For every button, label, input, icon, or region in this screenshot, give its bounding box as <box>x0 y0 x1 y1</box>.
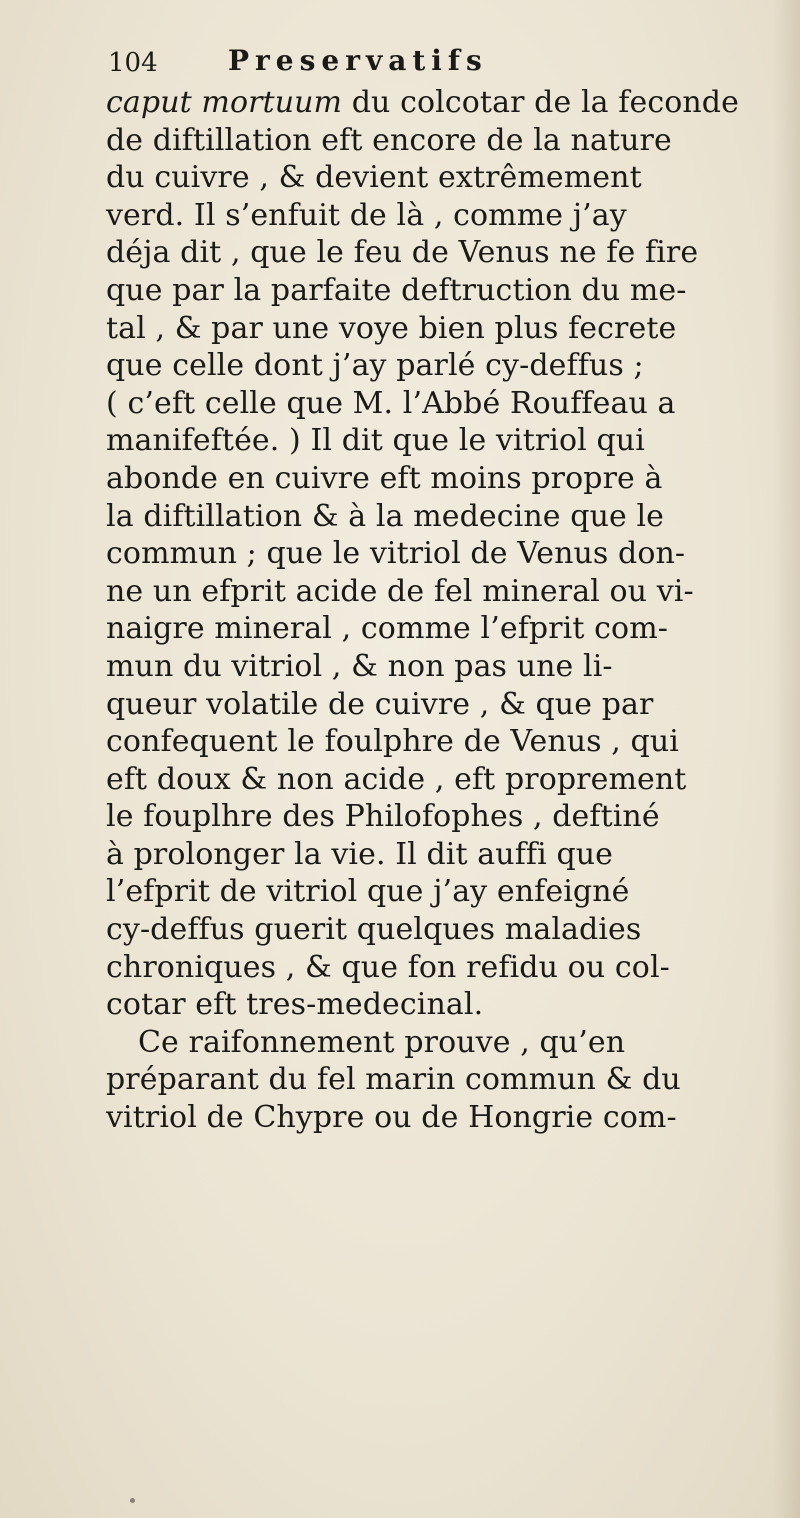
text-line: du cuivre , & devient extrêmement <box>106 160 642 196</box>
text-line-1-rest: du colcotar de la feconde <box>342 85 739 120</box>
text-line: eft doux & non acide , eft proprement <box>106 761 687 797</box>
page-header <box>108 44 768 78</box>
page-number: 104 <box>108 48 158 78</box>
paragraph-2-line: vitriol de Chypre ou de Hongrie com- <box>106 1100 677 1136</box>
text-line: tal , & par une voye bien plus fecrete <box>106 310 677 346</box>
text-line: mun du vitriol , & non pas une li- <box>106 648 613 684</box>
text-line: l’efprit de vitriol que j’ay enfeigné <box>106 874 630 910</box>
text-line: manifeftée. ) Il dit que le vitriol qui <box>106 423 645 459</box>
text-line: ( c’eft celle que M. l’Abbé Rouffeau a <box>106 385 676 421</box>
text-line: la diftillation & à la medecine que le <box>106 498 665 534</box>
running-head: Preservatifs <box>228 44 488 77</box>
text-line: naigre mineral , comme l’efprit com- <box>106 611 668 647</box>
paper-blemish <box>130 1498 135 1503</box>
text-line: que par la parfaite deftruction du me- <box>106 272 687 308</box>
page-edge-shadow <box>772 0 800 1518</box>
text-line: cotar eft tres-medecinal. <box>106 987 484 1023</box>
text-line: de diftillation eft encore de la nature <box>106 122 672 158</box>
text-line: abonde en cuivre eft moins propre à <box>106 460 663 496</box>
text-line: chroniques , & que fon refidu ou col- <box>106 949 670 985</box>
body-text <box>106 84 766 1137</box>
text-line: confequent le foulphre de Venus , qui <box>106 724 679 760</box>
text-line: commun ; que le vitriol de Venus don- <box>106 536 686 572</box>
text-line: cy-deffus guerit quelques maladies <box>106 912 642 948</box>
latin-phrase: caput mortuum <box>106 85 343 120</box>
paragraph-2-line: préparant du fel marin commun & du <box>106 1062 681 1098</box>
text-line: le fouplhre des Philofophes , deftiné <box>106 799 660 835</box>
text-line: à prolonger la vie. Il dit auffi que <box>106 836 614 872</box>
text-line-1 <box>106 84 766 122</box>
text-line: déja dit , que le feu de Venus ne fe fire <box>106 235 699 271</box>
paragraph-2-line: Ce raifonnement prouve , qu’en <box>138 1024 626 1060</box>
text-line: ne un efprit acide de fel mineral ou vi- <box>106 573 694 609</box>
text-line: queur volatile de cuivre , & que par <box>106 686 654 722</box>
text-line: que celle dont j’ay parlé cy-deffus ; <box>106 348 644 384</box>
text-line: verd. Il s’enfuit de là , comme j’ay <box>106 197 627 233</box>
